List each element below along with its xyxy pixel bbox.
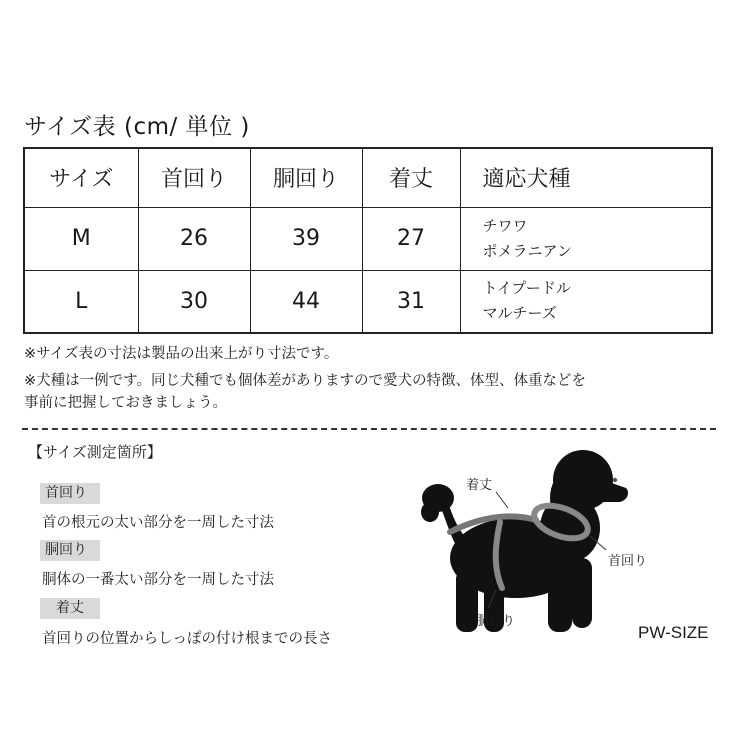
header-breed: 適応犬種 — [460, 148, 712, 207]
notes — [24, 343, 586, 419]
dog-label-neck: 首回り — [608, 554, 648, 569]
cell-size: L — [24, 270, 138, 333]
measure-desc-chest: 胴体の一番太い部分を一周した寸法 — [42, 572, 274, 588]
cell-breeds — [460, 207, 712, 270]
header-chest: 胴回り — [250, 148, 362, 207]
breed-item: トイプードル — [482, 279, 571, 298]
header-size: サイズ — [24, 148, 138, 207]
model-code: PW-SIZE — [638, 623, 709, 642]
note-line: 事前に把握しておきましょう。 — [24, 395, 227, 411]
breed-item: チワワ — [482, 216, 528, 235]
dog-label-length: 着丈 — [466, 478, 493, 493]
size-table — [23, 147, 713, 334]
breed-item: ポメラニアン — [482, 241, 572, 260]
cell-length: 27 — [362, 207, 460, 270]
measure-label-chest: 胴回り — [40, 540, 100, 561]
measure-label-length: 着丈 — [40, 598, 100, 619]
table-row — [24, 207, 712, 270]
measure-desc-length: 首回りの位置からしっぽの付け根までの長さ — [42, 631, 332, 647]
measure-heading: 【サイズ測定箇所】 — [28, 443, 162, 461]
header-neck: 首回り — [138, 148, 250, 207]
dog-label-chest: 胴回り — [476, 614, 516, 629]
cell-neck: 26 — [138, 207, 250, 270]
table-row — [24, 270, 712, 333]
header-length: 着丈 — [362, 148, 460, 207]
page-title: サイズ表 (cm/ 単位 ) — [24, 114, 250, 140]
cell-length: 31 — [362, 270, 460, 333]
dog-silhouette — [408, 440, 668, 650]
cell-size: M — [24, 207, 138, 270]
cell-chest: 39 — [250, 207, 362, 270]
note-line: ※サイズ表の寸法は製品の出来上がり寸法です。 — [24, 346, 339, 362]
cell-chest: 44 — [250, 270, 362, 333]
table-header-row — [24, 148, 712, 207]
measure-label-neck: 首回り — [40, 483, 100, 504]
measure-desc-neck: 首の根元の太い部分を一周した寸法 — [42, 515, 274, 531]
breed-item: マルチーズ — [482, 304, 557, 323]
cell-breeds — [460, 270, 712, 333]
divider — [22, 428, 716, 430]
note-line: ※犬種は一例です。同じ犬種でも個体差がありますので愛犬の特徴、体型、体重などを — [24, 373, 586, 389]
cell-neck: 30 — [138, 270, 250, 333]
dog-illustration — [408, 440, 668, 650]
